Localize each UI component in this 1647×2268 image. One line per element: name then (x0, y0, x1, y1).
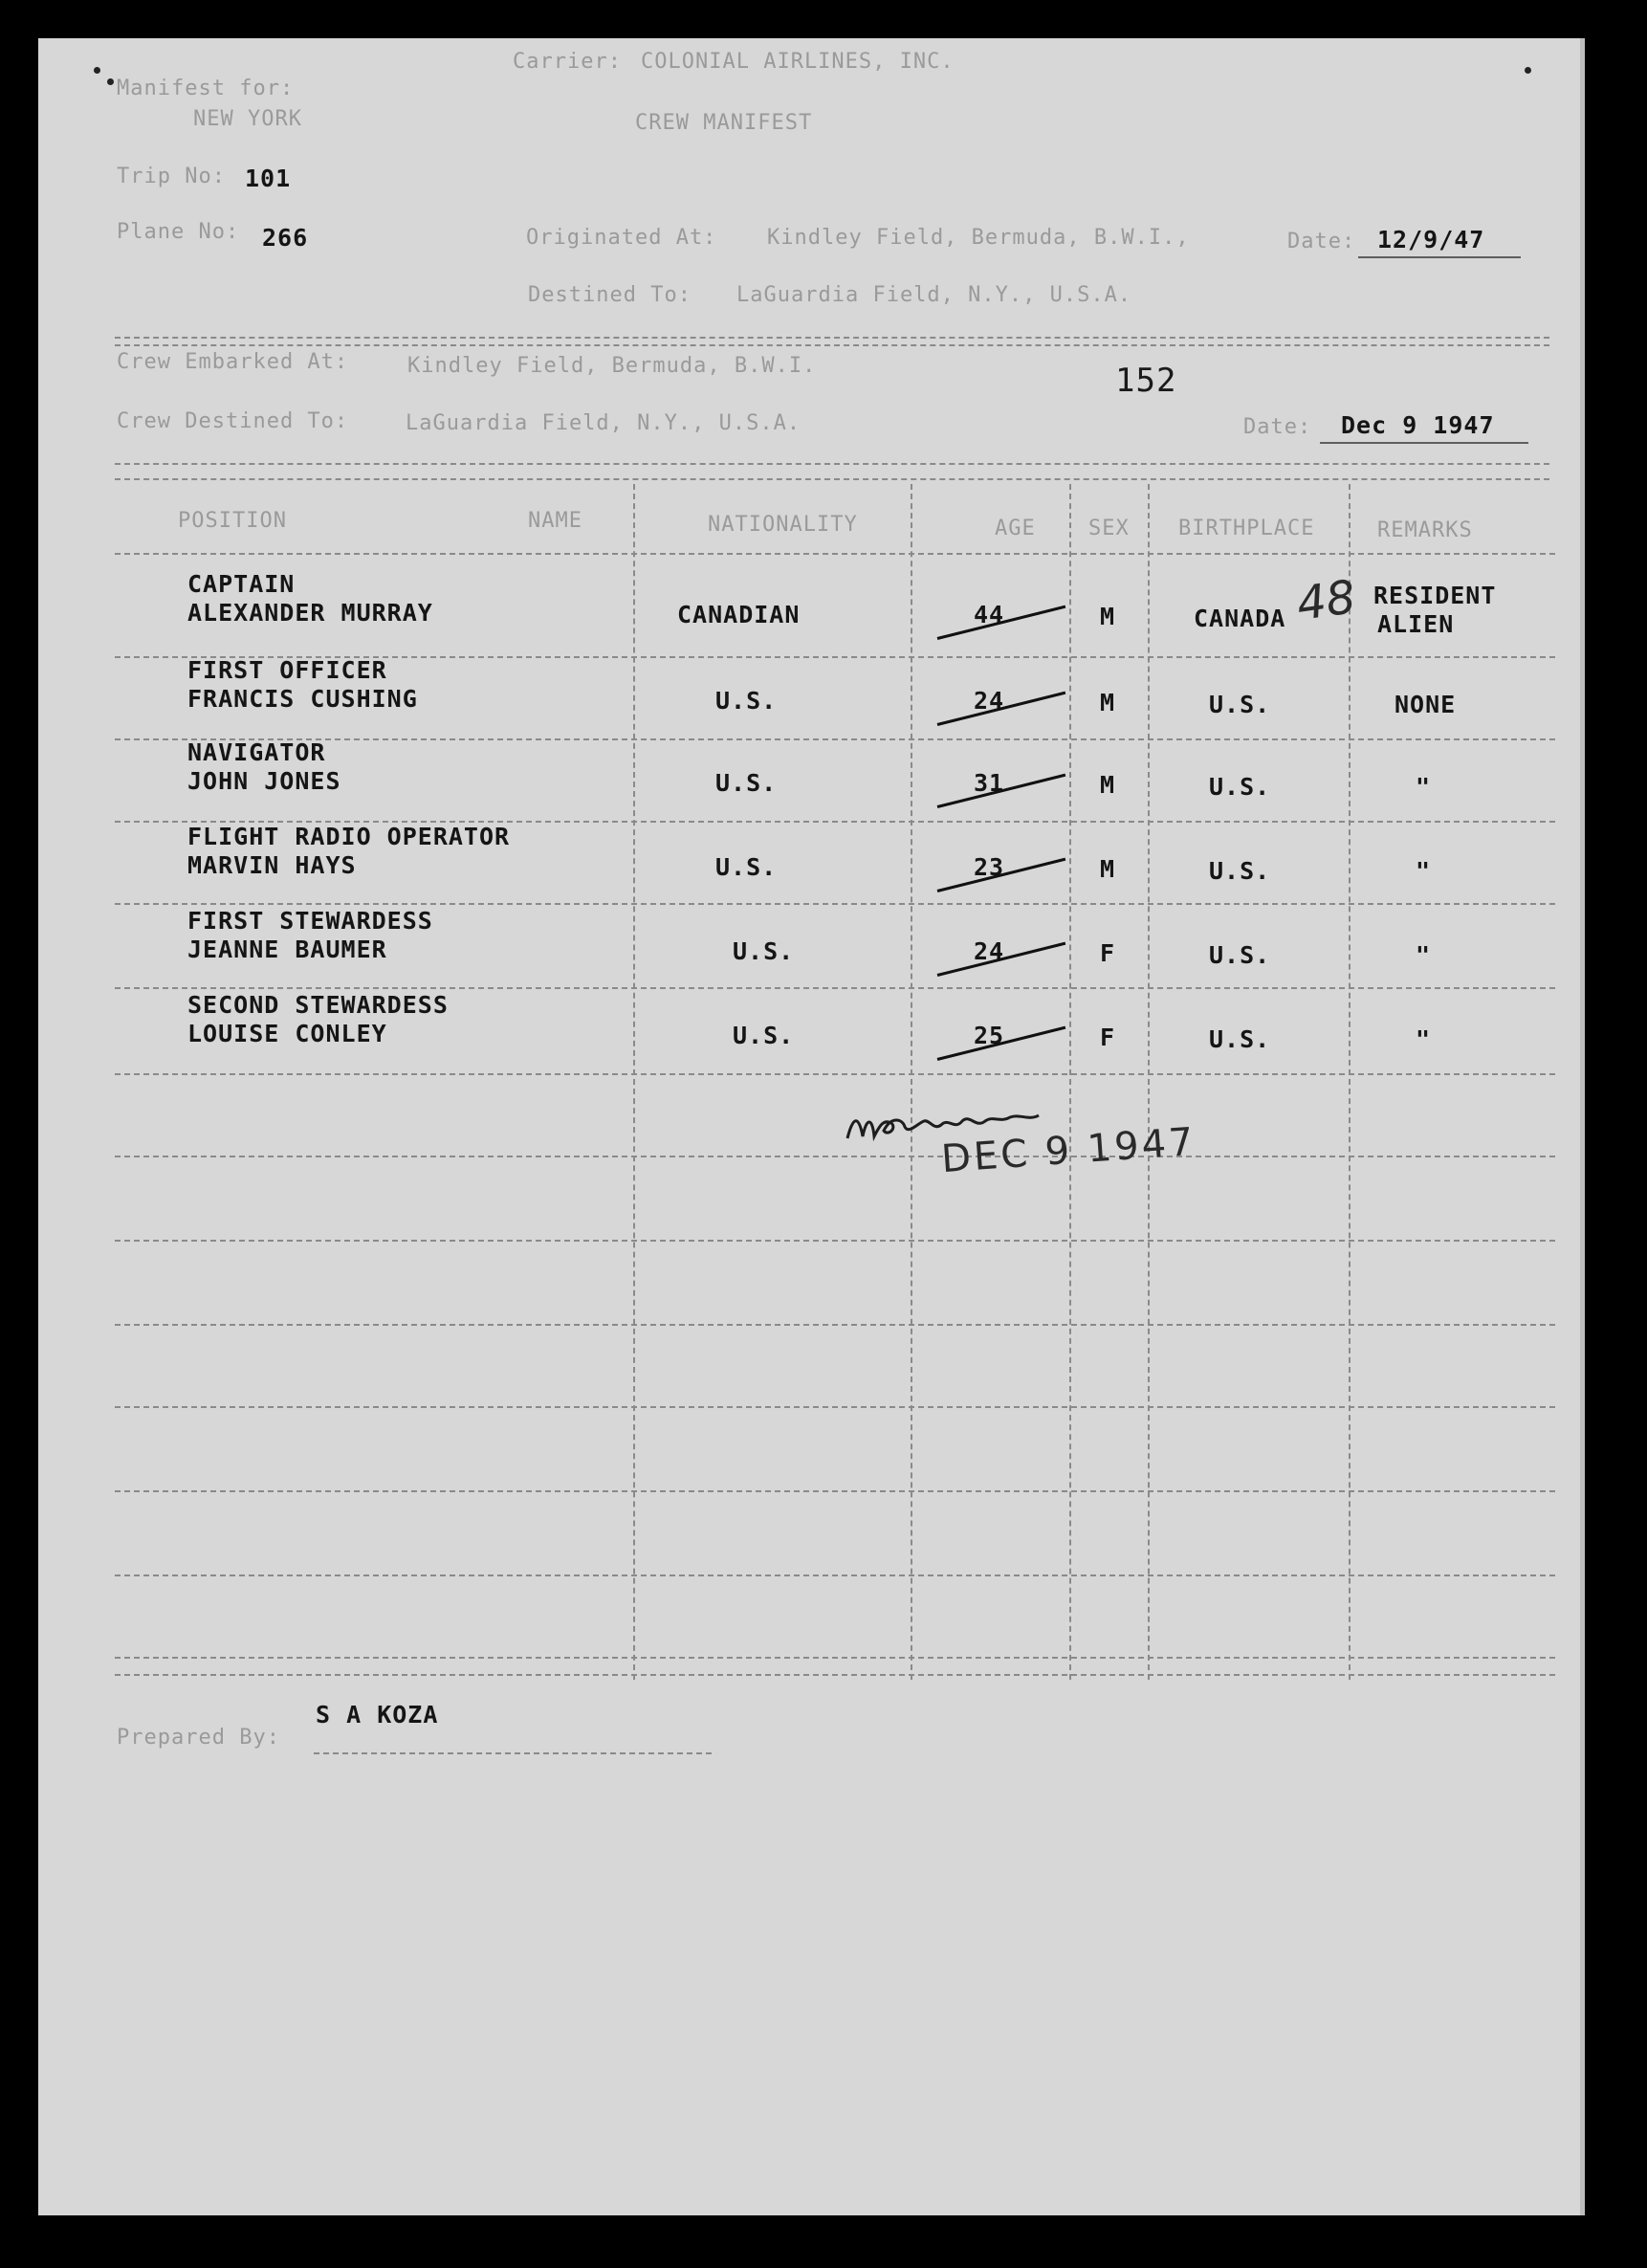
crew-date-label: Date: (1243, 415, 1312, 439)
originated-label: Originated At: (526, 226, 717, 250)
cell-birthplace: U.S. (1209, 941, 1271, 969)
crew-date-value: Dec 9 1947 (1341, 411, 1495, 439)
table-column-rule (1349, 484, 1351, 1680)
cell-name: MARVIN HAYS (187, 851, 357, 879)
cell-remarks-line1: " (1416, 773, 1432, 801)
cell-name: JOHN JONES (187, 767, 341, 795)
cell-sex: M (1100, 603, 1116, 630)
cell-birthplace: U.S. (1209, 857, 1271, 885)
speck-dot (107, 78, 114, 85)
manifest-for-label: Manifest for: (117, 77, 295, 100)
header-nationality: NATIONALITY (708, 513, 858, 537)
trip-value: 101 (245, 165, 292, 192)
cell-nationality: U.S. (715, 769, 778, 797)
section-divider (115, 478, 1549, 480)
header-position: POSITION (178, 509, 287, 533)
cell-remarks-line1: " (1416, 941, 1432, 969)
table-row-rule (115, 1490, 1555, 1492)
table-column-rule (911, 484, 912, 1680)
table-row-rule (115, 1574, 1555, 1576)
cell-remarks-line1: RESIDENT (1373, 582, 1497, 609)
table-row-rule (115, 1406, 1555, 1408)
destined-label: Destined To: (528, 283, 692, 307)
table-row-rule (115, 738, 1555, 740)
cell-age: 24 (974, 687, 1005, 715)
table-row-rule (115, 1324, 1555, 1326)
page-number: 152 (1115, 362, 1177, 400)
cell-name: LOUISE CONLEY (187, 1020, 387, 1047)
table-column-rule (1148, 484, 1150, 1680)
cell-remarks-line2: ALIEN (1377, 610, 1455, 638)
cell-sex: M (1100, 689, 1116, 716)
cell-age: 31 (974, 769, 1005, 797)
cell-remarks-line1: NONE (1394, 691, 1457, 718)
cell-position: NAVIGATOR (187, 738, 326, 766)
cell-name: ALEXANDER MURRAY (187, 599, 433, 627)
cell-nationality: CANADIAN (677, 601, 801, 628)
cell-age: 25 (974, 1022, 1005, 1049)
section-divider (115, 337, 1549, 339)
table-row-rule (115, 903, 1555, 905)
manifest-for-value: NEW YORK (193, 107, 302, 131)
cell-sex: F (1100, 939, 1116, 967)
cell-remarks-line1: " (1416, 857, 1432, 885)
prepared-by-underline (314, 1752, 712, 1754)
cell-nationality: U.S. (733, 937, 795, 965)
header-age: AGE (995, 517, 1036, 540)
destined-value: LaGuardia Field, N.Y., U.S.A. (736, 283, 1132, 307)
table-row-rule (115, 1240, 1555, 1242)
plane-label: Plane No: (117, 220, 240, 244)
cell-nationality: U.S. (715, 853, 778, 881)
table-column-rule (1069, 484, 1071, 1680)
table-row-rule (115, 1674, 1555, 1676)
speck-dot (1525, 67, 1531, 74)
carrier-value: COLONIAL AIRLINES, INC. (641, 50, 955, 74)
header-remarks: REMARKS (1377, 518, 1473, 542)
cell-nationality: U.S. (733, 1022, 795, 1049)
cell-position: SECOND STEWARDESS (187, 991, 449, 1019)
header-sex: SEX (1088, 517, 1130, 540)
cell-sex: M (1100, 771, 1116, 799)
date-stamp: DEC 9 1947 (939, 1119, 1197, 1182)
cell-age: 24 (974, 937, 1005, 965)
header-date-value: 12/9/47 (1377, 226, 1485, 253)
table-row-rule (115, 1073, 1555, 1075)
document-title: CREW MANIFEST (635, 111, 813, 135)
crew-destined-value: LaGuardia Field, N.Y., U.S.A. (406, 411, 802, 435)
cell-position: FIRST OFFICER (187, 656, 387, 684)
cell-position: CAPTAIN (187, 570, 296, 598)
cell-name: JEANNE BAUMER (187, 936, 387, 963)
cell-remarks-line1: " (1416, 1025, 1432, 1053)
header-birthplace: BIRTHPLACE (1178, 517, 1315, 540)
table-row-rule (115, 987, 1555, 989)
cell-birthplace: U.S. (1209, 691, 1271, 718)
cell-birthplace: U.S. (1209, 773, 1271, 801)
cell-age: 23 (974, 853, 1005, 881)
originated-value: Kindley Field, Bermuda, B.W.I., (767, 226, 1190, 250)
prepared-by-value: S A KOZA (316, 1701, 439, 1729)
table-row-rule (115, 1657, 1555, 1659)
cell-birthplace: U.S. (1209, 1025, 1271, 1053)
table-row-rule (115, 553, 1555, 555)
cell-position: FLIGHT RADIO OPERATOR (187, 823, 511, 850)
cell-name: FRANCIS CUSHING (187, 685, 418, 713)
cell-nationality: U.S. (715, 687, 778, 715)
header-name: NAME (528, 509, 582, 533)
carrier-label: Carrier: (513, 50, 622, 74)
cell-age: 44 (974, 601, 1005, 628)
cell-position: FIRST STEWARDESS (187, 907, 433, 935)
crew-embarked-value: Kindley Field, Bermuda, B.W.I. (407, 354, 817, 378)
cell-birthplace: CANADA (1194, 605, 1286, 632)
date-underline (1358, 256, 1521, 258)
prepared-by-label: Prepared By: (117, 1726, 280, 1750)
section-divider (115, 463, 1549, 465)
crew-embarked-label: Crew Embarked At: (117, 350, 349, 374)
cell-sex: F (1100, 1024, 1116, 1051)
trip-label: Trip No: (117, 165, 226, 188)
plane-value: 266 (262, 224, 309, 252)
speck-dot (94, 67, 100, 74)
crew-destined-label: Crew Destined To: (117, 409, 349, 433)
section-divider (115, 344, 1549, 346)
table-row-rule (115, 1156, 1555, 1157)
crew-date-underline (1320, 442, 1528, 444)
handwritten-note: 48 (1293, 570, 1359, 631)
header-date-label: Date: (1287, 230, 1356, 253)
cell-sex: M (1100, 855, 1116, 883)
table-column-rule (633, 484, 635, 1680)
